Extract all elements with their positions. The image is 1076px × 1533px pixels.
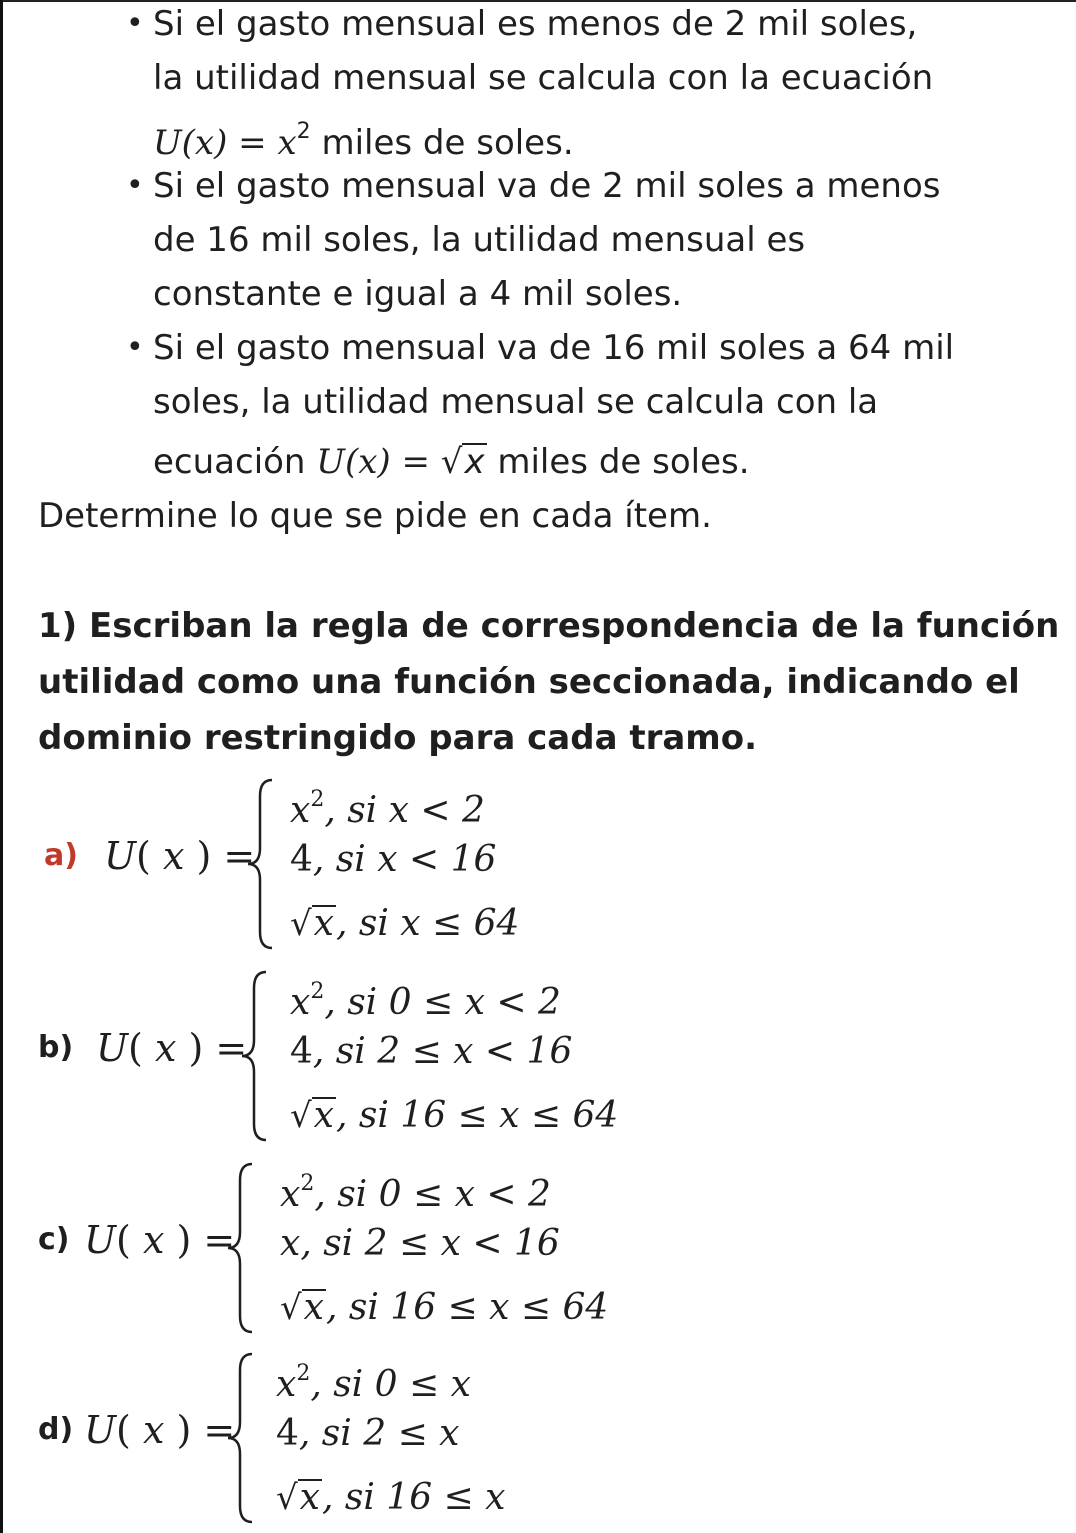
case-condition: , si 2 ≤ x <box>298 1413 460 1454</box>
case-condition: , si 0 ≤ x < 2 <box>314 1174 551 1215</box>
formula-suffix: miles de soles. <box>486 442 750 482</box>
bullet-marker: • <box>126 330 144 365</box>
case-row <box>280 1164 551 1215</box>
case-exponent: 2 <box>296 1361 311 1386</box>
left-brace-icon <box>242 776 282 952</box>
formula-base: x <box>277 123 297 163</box>
case-row <box>280 1288 608 1328</box>
radicand: x <box>303 1287 324 1328</box>
bullet-2-line-3: constante e igual a 4 mil soles. <box>153 274 683 314</box>
formula-lead: ecuación <box>153 442 317 482</box>
formula-lhs: U(x) = <box>316 442 441 482</box>
case-row <box>276 1478 505 1518</box>
case-expression: x <box>280 1174 301 1215</box>
option-label: b) <box>38 1030 74 1065</box>
bullet-3-line-1: Si el gasto mensual va de 16 mil soles a 64 mil <box>153 328 955 368</box>
case-condition: , si 16 ≤ x ≤ 64 <box>335 1095 619 1136</box>
case-row <box>290 1032 572 1072</box>
bullet-3-formula <box>153 442 750 482</box>
case-condition: , si x < 16 <box>312 839 497 880</box>
bullet-marker: • <box>126 168 144 203</box>
sqrt-icon: √ <box>290 1096 312 1136</box>
bullet-1-line-1: Si el gasto mensual es menos de 2 mil soles, <box>153 4 918 44</box>
bullet-3-line-2: soles, la utilidad mensual se calcula con la <box>153 382 879 422</box>
sqrt-icon: √ <box>276 1478 298 1518</box>
case-row <box>280 1224 560 1264</box>
case-condition: , si 2 ≤ x < 16 <box>300 1223 560 1264</box>
case-expression: x <box>290 982 311 1023</box>
option-c[interactable] <box>0 1160 1076 1340</box>
option-b[interactable] <box>0 968 1076 1148</box>
case-expression: 4 <box>290 839 313 880</box>
case-condition: , si 16 ≤ x <box>321 1477 506 1518</box>
function-lhs: U( x ) = <box>104 834 256 878</box>
case-expression: 4 <box>276 1413 299 1454</box>
case-row <box>290 840 496 880</box>
case-row <box>290 904 519 944</box>
top-border <box>0 0 1076 2</box>
case-exponent: 2 <box>310 787 325 812</box>
option-label: c) <box>38 1222 70 1257</box>
sqrt-icon: √ <box>280 1288 302 1328</box>
case-exponent: 2 <box>310 979 325 1004</box>
case-row <box>276 1354 471 1405</box>
case-expression: 4 <box>290 1031 313 1072</box>
question-line-3: dominio restringido para cada tramo. <box>38 718 758 758</box>
formula-suffix: miles de soles. <box>310 123 574 163</box>
question-line-2: utilidad como una función seccionada, indicando el <box>38 662 1020 702</box>
case-condition: , si 2 ≤ x < 16 <box>312 1031 573 1072</box>
bullet-1-line-2: la utilidad mensual se calcula con la ecuación <box>153 58 934 98</box>
case-expression: x <box>280 1223 301 1264</box>
case-condition: , si 16 ≤ x ≤ 64 <box>325 1287 609 1328</box>
case-expression: x <box>276 1364 297 1405</box>
case-condition: , si 0 ≤ x < 2 <box>324 982 561 1023</box>
case-row <box>276 1414 459 1454</box>
option-label: a) <box>44 838 78 873</box>
formula-radicand: x <box>464 442 485 482</box>
case-expression: x <box>290 790 311 831</box>
option-a[interactable] <box>0 776 1076 956</box>
function-lhs: U( x ) = <box>96 1026 248 1070</box>
radicand: x <box>299 1477 320 1518</box>
case-row <box>290 1096 618 1136</box>
left-brace-icon <box>236 968 276 1144</box>
bullet-marker: • <box>126 6 144 41</box>
case-row <box>290 780 485 831</box>
radicand: x <box>313 903 334 944</box>
function-lhs: U( x ) = <box>84 1408 236 1452</box>
bullet-2-line-2: de 16 mil soles, la utilidad mensual es <box>153 220 806 260</box>
left-brace-icon <box>222 1160 262 1336</box>
formula-lhs: U(x) = <box>153 123 278 163</box>
question-line-1: 1) Escriban la regla de correspondencia de la función <box>38 606 1060 646</box>
sqrt-icon: √ <box>440 442 463 482</box>
bullet-2-line-1: Si el gasto mensual va de 2 mil soles a menos <box>153 166 941 206</box>
case-condition: , si x ≤ 64 <box>335 903 520 944</box>
case-condition: , si x < 2 <box>324 790 485 831</box>
radicand: x <box>313 1095 334 1136</box>
case-condition: , si 0 ≤ x <box>310 1364 471 1405</box>
formula-exponent: 2 <box>296 119 311 144</box>
bullet-1-formula <box>153 112 574 163</box>
function-lhs: U( x ) = <box>84 1218 236 1262</box>
left-brace-icon <box>222 1350 262 1526</box>
case-exponent: 2 <box>300 1171 315 1196</box>
option-label: d) <box>38 1412 74 1447</box>
instruction-text: Determine lo que se pide en cada ítem. <box>38 496 712 536</box>
option-d[interactable] <box>0 1350 1076 1530</box>
sqrt-icon: √ <box>290 904 312 944</box>
case-row <box>290 972 561 1023</box>
